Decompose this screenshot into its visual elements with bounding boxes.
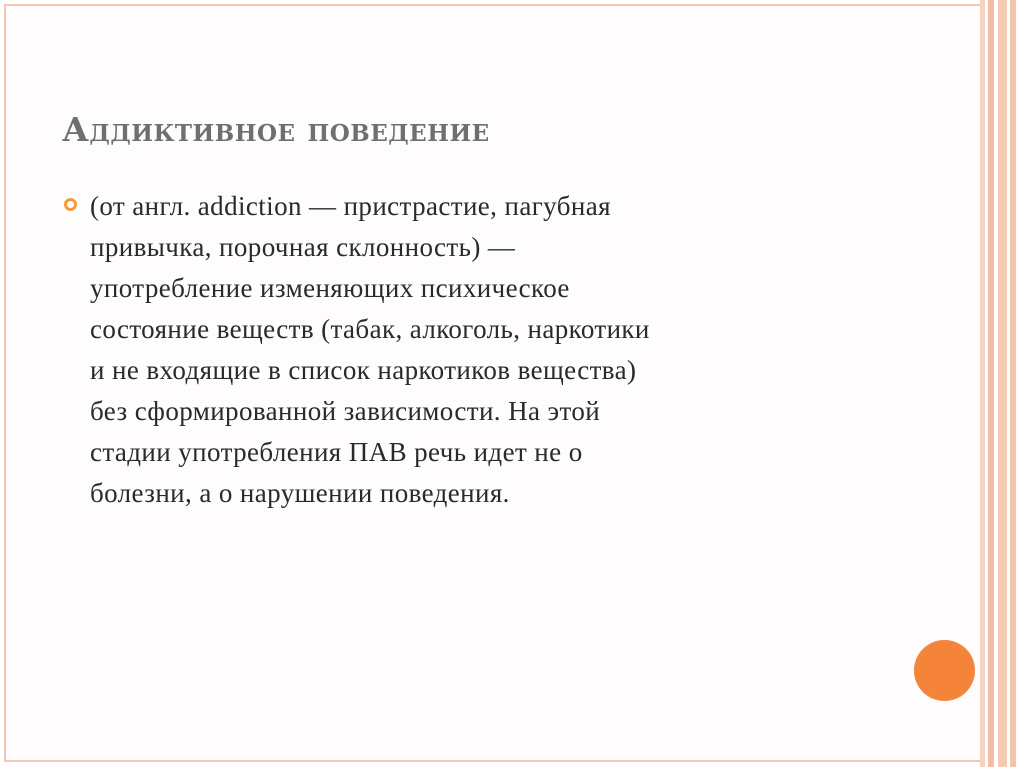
bullet-line: состояние веществ (табак, алкоголь, наркотики <box>90 314 650 344</box>
bullet-line: болезни, а о нарушении поведения. <box>90 478 510 508</box>
decorative-stripe <box>1016 0 1024 767</box>
slide-title: Аддиктивное поведение <box>62 110 490 149</box>
bullet-line: употребление изменяющих психическое <box>90 273 570 303</box>
bullet-line: и не входящие в список наркотиков вещества) <box>90 355 637 385</box>
bullet-line: без сформированной зависимости. На этой <box>90 396 601 426</box>
bullet-line: привычка, порочная склонность) — <box>90 232 516 262</box>
bullet-line: стадии употребления ПАВ речь идет не о <box>90 437 583 467</box>
bullet-text <box>90 186 890 514</box>
decorative-stripe <box>998 0 1007 767</box>
circle-bullet-icon <box>64 198 77 211</box>
orange-circle-icon <box>914 640 975 701</box>
bullet-line: (от англ. addiction — пристрастие, пагубная <box>90 191 611 221</box>
